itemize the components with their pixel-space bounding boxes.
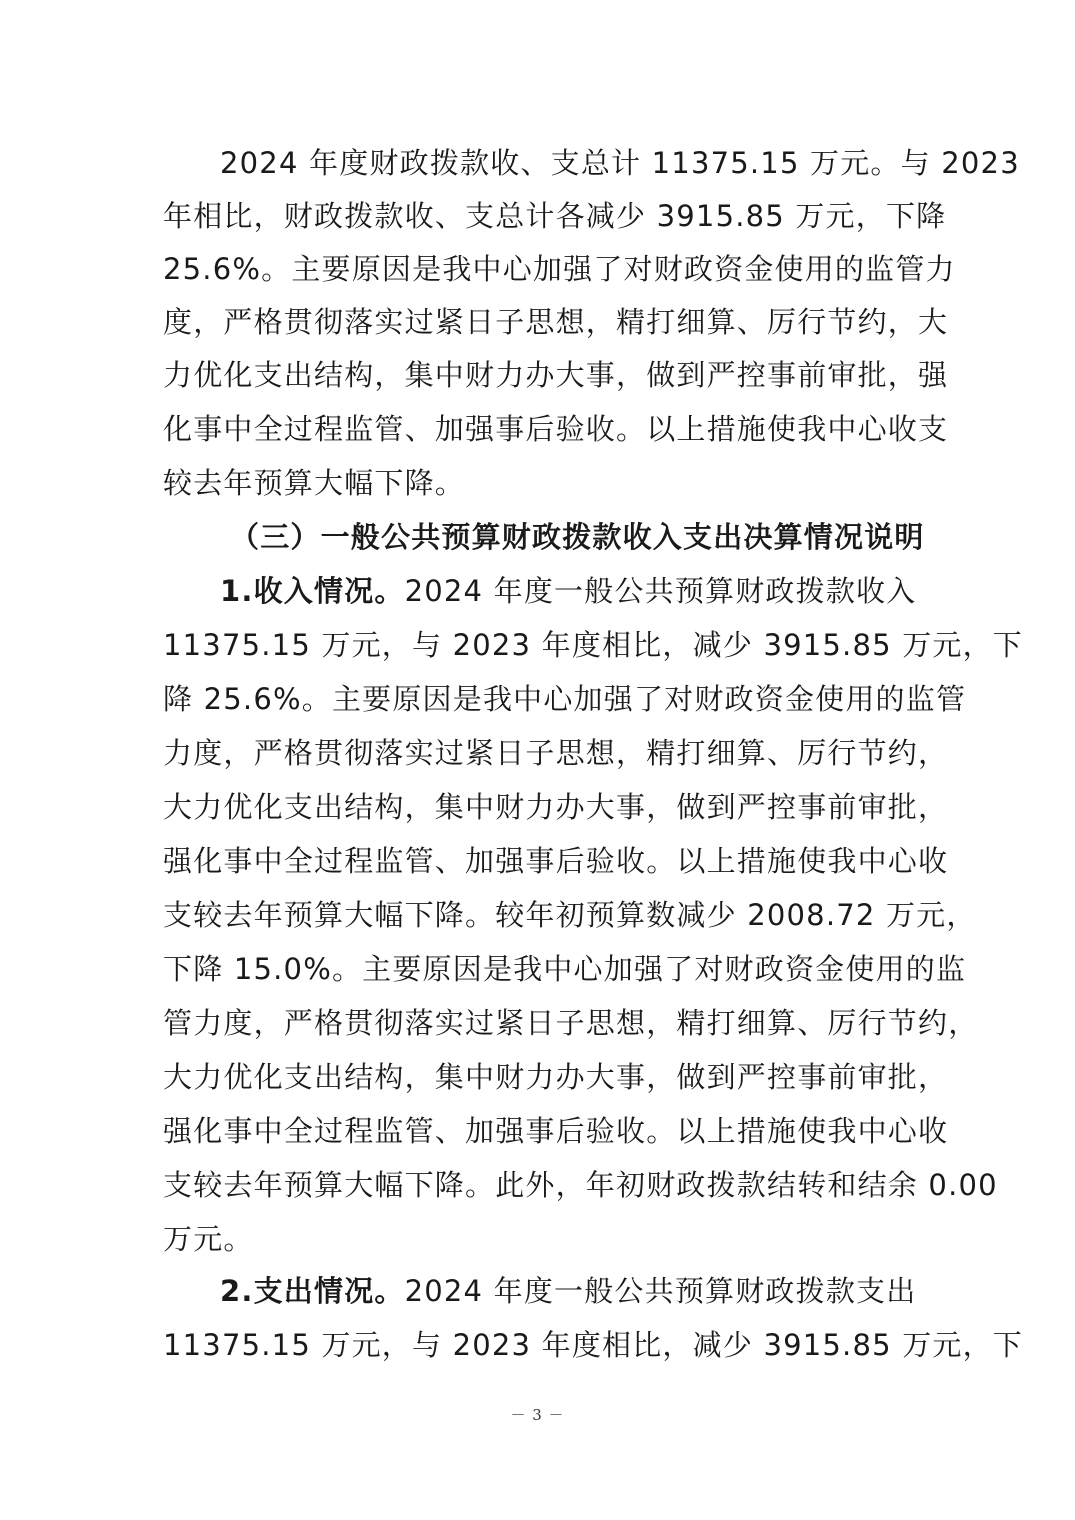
paragraph-3-line-2: 11375.15 万元，与 2023 年度相比，减少 3915.85 万元，下: [163, 1328, 1023, 1362]
income-subheading: 1.收入情况。: [220, 574, 405, 608]
expenditure-subheading: 2.支出情况。: [220, 1274, 405, 1308]
paragraph-1-line-2: 年相比，财政拨款收、支总计各减少 3915.85 万元，下降: [163, 199, 947, 233]
paragraph-2-line-4: 力度，严格贯彻落实过紧日子思想，精打细算、厉行节约，: [163, 736, 949, 770]
paragraph-3-line-1-text: 2024 年度一般公共预算财政拨款支出: [404, 1274, 917, 1308]
paragraph-2-line-6: 强化事中全过程监管、加强事后验收。以上措施使我中心收: [163, 844, 949, 878]
paragraph-2-line-13: 万元。: [163, 1222, 254, 1256]
paragraph-2-line-1: [220, 564, 917, 618]
paragraph-2-line-12: 支较去年预算大幅下降。此外，年初财政拨款结转和结余 0.00: [163, 1168, 998, 1202]
paragraph-2-line-3: 降 25.6%。主要原因是我中心加强了对财政资金使用的监管: [163, 682, 967, 716]
paragraph-2-line-8: 下降 15.0%。主要原因是我中心加强了对财政资金使用的监: [163, 952, 967, 986]
paragraph-2-line-5: 大力优化支出结构，集中财力办大事，做到严控事前审批，: [163, 790, 949, 824]
paragraph-1-line-5: 力优化支出结构，集中财力办大事，做到严控事前审批，强: [163, 358, 949, 392]
paragraph-2-line-7: 支较去年预算大幅下降。较年初预算数减少 2008.72 万元，: [163, 898, 977, 932]
section-heading: （三）一般公共预算财政拨款收入支出决算情况说明: [230, 520, 925, 554]
page-number: － 3 －: [510, 1406, 565, 1424]
paragraph-2-line-10: 大力优化支出结构，集中财力办大事，做到严控事前审批，: [163, 1060, 949, 1094]
paragraph-2-line-11: 强化事中全过程监管、加强事后验收。以上措施使我中心收: [163, 1114, 949, 1148]
paragraph-1-line-3: 25.6%。主要原因是我中心加强了对财政资金使用的监管力: [163, 252, 956, 286]
paragraph-2-line-9: 管力度，严格贯彻落实过紧日子思想，精打细算、厉行节约，: [163, 1006, 979, 1040]
paragraph-2-line-2: 11375.15 万元，与 2023 年度相比，减少 3915.85 万元，下: [163, 628, 1023, 662]
paragraph-2-line-1-text: 2024 年度一般公共预算财政拨款收入: [404, 574, 917, 608]
paragraph-1-line-7: 较去年预算大幅下降。: [163, 466, 466, 500]
paragraph-3-line-1: [220, 1264, 917, 1318]
paragraph-1-line-4: 度，严格贯彻落实过紧日子思想，精打细算、厉行节约，大: [163, 305, 949, 339]
paragraph-1-line-6: 化事中全过程监管、加强事后验收。以上措施使我中心收支: [163, 412, 949, 446]
paragraph-1-line-1: 2024 年度财政拨款收、支总计 11375.15 万元。与 2023: [220, 146, 1020, 180]
